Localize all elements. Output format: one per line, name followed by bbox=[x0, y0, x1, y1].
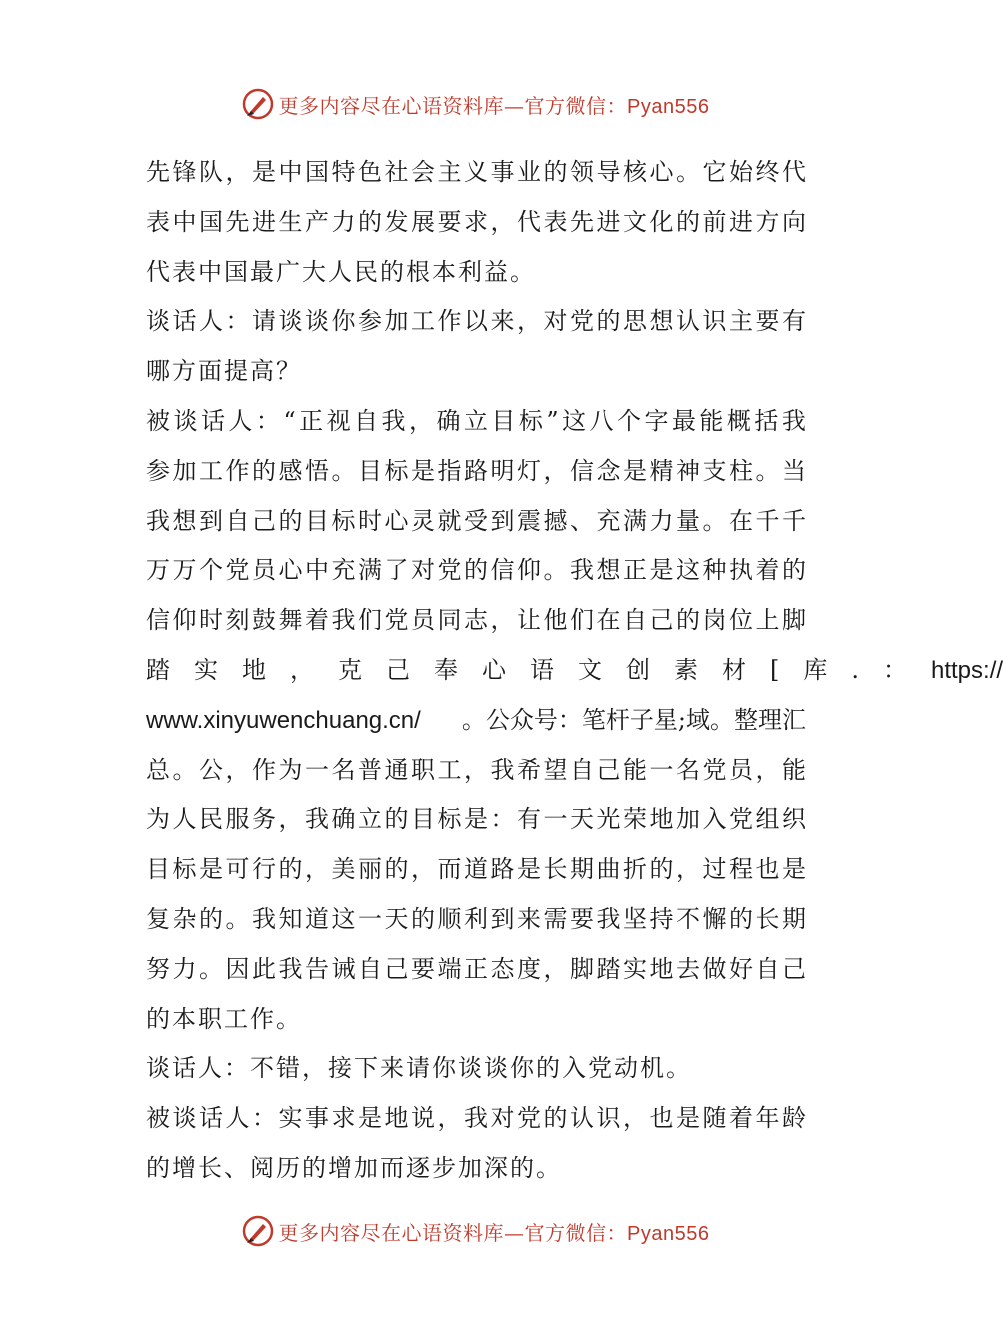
text-line: 参 加 工 作 的 感 悟 。 目 标 是 指 路 明 灯 ， 信 念 是 精 神 支 柱 。 当 bbox=[146, 456, 806, 485]
text-line: 被 谈 话 人 ： “ 正 视 自 我 ， 确 立 目 标 ” 这 八 个 字 最 能 概 括 我 bbox=[146, 406, 806, 435]
header-banner bbox=[0, 84, 950, 124]
text-line: 努 力 。 因 此 我 告 诫 自 己 要 端 正 态 度 ， 脚 踏 实 地 去 做 好 自 己 bbox=[146, 954, 806, 983]
text-line: 目 标 是 可 行 的 ， 美 丽 的 ， 而 道 路 是 长 期 曲 折 的 ， 过 程 也 是 bbox=[146, 855, 806, 884]
footer-banner bbox=[0, 1211, 950, 1251]
text-line: 谈 话 人 ： 请 谈 谈 你 参 加 工 作 以 来 ， 对 党 的 思 想 认 识 主 要 有 bbox=[146, 307, 806, 336]
pen-nib-logo-icon bbox=[241, 87, 275, 121]
text-line: 先 锋 队 ， 是 中 国 特 色 社 会 主 义 事 业 的 领 导 核 心 。 它 始 终 代 bbox=[146, 158, 806, 186]
url-link-part[interactable]: https:// bbox=[931, 656, 1003, 684]
header-banner-text bbox=[279, 90, 710, 119]
text-segment: 踏实地，克己奉心语文创素材[库.： bbox=[146, 655, 931, 684]
text-line: 谈话人：不错，接下来请你谈谈你的入党动机。 bbox=[146, 1054, 692, 1083]
header-wechat-account: Pyan556 bbox=[627, 95, 710, 118]
text-segment: 。公众号：笔杆子星;域。整理汇 bbox=[461, 705, 806, 734]
text-line: 被 谈 话 人 ： 实 事 求 是 地 说 ， 我 对 党 的 认 识 ， 也 是 随 着 年 龄 bbox=[146, 1104, 806, 1133]
text-line: 代表中国最广大人民的根本利益。 bbox=[146, 257, 536, 286]
url-link[interactable]: www.xinyuwenchuang.cn/ bbox=[146, 706, 421, 734]
text-line: 表 中 国 先 进 生 产 力 的 发 展 要 求 ， 代 表 先 进 文 化 的 前 进 方 向 bbox=[146, 207, 806, 236]
text-line: 万 万 个 党 员 心 中 充 满 了 对 党 的 信 仰 。 我 想 正 是 这 种 执 着 的 bbox=[146, 556, 806, 585]
text-line-with-url bbox=[146, 646, 1003, 696]
footer-banner-text bbox=[279, 1217, 710, 1246]
footer-wechat-account: Pyan556 bbox=[627, 1222, 710, 1245]
text-line: 哪方面提高？ bbox=[146, 357, 302, 386]
text-line: 复 杂 的 。 我 知 道 这 一 天 的 顺 利 到 来 需 要 我 坚 持 不 懈 的 长 期 bbox=[146, 904, 806, 933]
footer-banner-label: 更多内容尽在心语资料库—官方微信： bbox=[278, 1220, 628, 1245]
text-line: 的增长、阅历的增加而逐步加深的。 bbox=[146, 1153, 562, 1182]
header-banner-label: 更多内容尽在心语资料库—官方微信： bbox=[278, 93, 628, 118]
text-line-with-url bbox=[146, 696, 806, 746]
pen-nib-logo-icon bbox=[241, 1214, 275, 1248]
text-line: 总 。 公 ， 作 为 一 名 普 通 职 工 ， 我 希 望 自 己 能 一 名 党 员 ， 能 bbox=[146, 755, 806, 784]
text-line: 信 仰 时 刻 鼓 舞 着 我 们 党 员 同 志 ， 让 他 们 在 自 己 的 岗 位 上 脚 bbox=[146, 606, 806, 635]
text-line: 我 想 到 自 己 的 目 标 时 心 灵 就 受 到 震 撼 、 充 满 力 量 。 在 千 千 bbox=[146, 506, 806, 535]
text-line: 的本职工作。 bbox=[146, 1004, 302, 1033]
document-body bbox=[146, 148, 1003, 1194]
text-line: 为 人 民 服 务 ， 我 确 立 的 目 标 是 ： 有 一 天 光 荣 地 加 入 党 组 织 bbox=[146, 805, 806, 834]
